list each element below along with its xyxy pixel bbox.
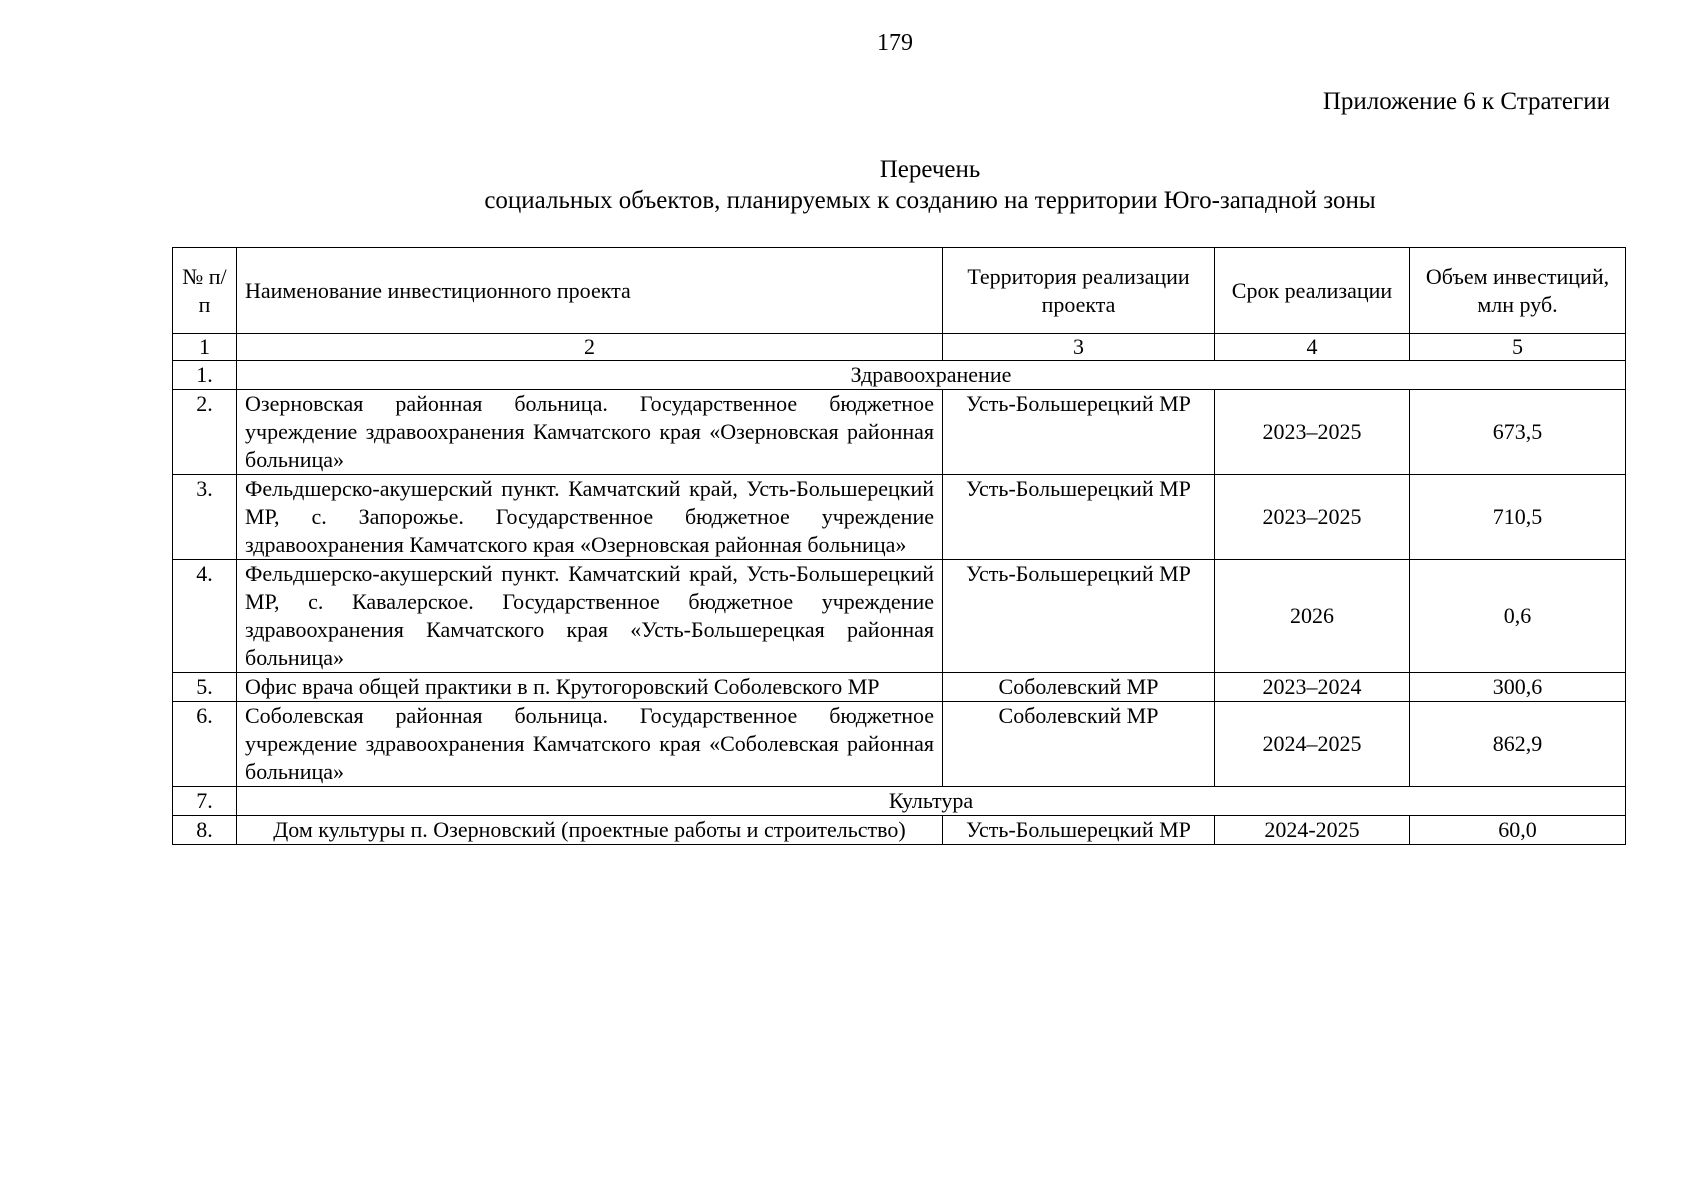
header-territory: Территория реализации проекта bbox=[943, 248, 1215, 334]
table-row bbox=[173, 390, 1626, 475]
header-term: Срок реализации bbox=[1215, 248, 1410, 334]
row-number: 5. bbox=[173, 673, 237, 702]
table-row bbox=[173, 560, 1626, 673]
document-title bbox=[390, 154, 1470, 216]
project-volume: 0,6 bbox=[1410, 560, 1626, 673]
page-number: 179 bbox=[877, 30, 913, 56]
project-term: 2024-2025 bbox=[1215, 816, 1410, 845]
appendix-label: Приложение 6 к Стратегии bbox=[1322, 88, 1610, 115]
project-term: 2023–2025 bbox=[1215, 390, 1410, 475]
project-term: 2023–2024 bbox=[1215, 673, 1410, 702]
row-number: 6. bbox=[173, 702, 237, 787]
project-volume: 60,0 bbox=[1410, 816, 1626, 845]
table-row bbox=[173, 702, 1626, 787]
column-index: 1 bbox=[173, 334, 237, 361]
title-line-2: социальных объектов, планируемых к созданию на территории Юго-западной зоны bbox=[484, 187, 1376, 214]
row-number: 8. bbox=[173, 816, 237, 845]
project-volume: 300,6 bbox=[1410, 673, 1626, 702]
project-territory: Усть-Большерецкий МР bbox=[943, 390, 1215, 475]
column-index: 2 bbox=[237, 334, 943, 361]
project-volume: 710,5 bbox=[1410, 475, 1626, 560]
project-volume: 673,5 bbox=[1410, 390, 1626, 475]
project-name: Фельдшерско-акушерский пункт. Камчатский край, Усть-Большерецкий МР, с. Кавалерское. Государственное бюджетное учреждение здравоохранения Камчатского края «Усть-Большерецкая районная больница» bbox=[237, 560, 943, 673]
row-number: 3. bbox=[173, 475, 237, 560]
column-index-row bbox=[173, 334, 1626, 361]
row-number: 2. bbox=[173, 390, 237, 475]
row-number: 4. bbox=[173, 560, 237, 673]
table-row bbox=[173, 475, 1626, 560]
column-index: 5 bbox=[1410, 334, 1626, 361]
header-project-name: Наименование инвестиционного проекта bbox=[237, 248, 943, 334]
project-term: 2024–2025 bbox=[1215, 702, 1410, 787]
projects-table-wrapper bbox=[172, 247, 1626, 845]
project-name: Фельдшерско-акушерский пункт. Камчатский край, Усть-Большерецкий МР, с. Запорожье. Государственное бюджетное учреждение здравоохранения Камчатского края «Озерновская районная больница» bbox=[237, 475, 943, 560]
project-territory: Соболевский МР bbox=[943, 673, 1215, 702]
section-row bbox=[173, 361, 1626, 390]
project-volume: 862,9 bbox=[1410, 702, 1626, 787]
table-row bbox=[173, 816, 1626, 845]
title-line-1: Перечень bbox=[879, 156, 981, 183]
table-row bbox=[173, 673, 1626, 702]
section-title: Здравоохранение bbox=[237, 361, 1626, 390]
header-volume: Объем инвестиций, млн руб. bbox=[1410, 248, 1626, 334]
column-index: 3 bbox=[943, 334, 1215, 361]
project-term: 2023–2025 bbox=[1215, 475, 1410, 560]
project-name: Озерновская районная больница. Государственное бюджетное учреждение здравоохранения Камчатского края «Озерновская районная больница» bbox=[237, 390, 943, 475]
project-territory: Усть-Большерецкий МР bbox=[943, 816, 1215, 845]
column-index: 4 bbox=[1215, 334, 1410, 361]
project-name: Офис врача общей практики в п. Крутогоровский Соболевского МР bbox=[237, 673, 943, 702]
projects-table bbox=[172, 247, 1626, 845]
project-term: 2026 bbox=[1215, 560, 1410, 673]
project-territory: Соболевский МР bbox=[943, 702, 1215, 787]
project-name: Соболевская районная больница. Государственное бюджетное учреждение здравоохранения Камчатского края «Соболевская районная больница» bbox=[237, 702, 943, 787]
header-number: № п/п bbox=[173, 248, 237, 334]
row-number: 1. bbox=[173, 361, 237, 390]
project-territory: Усть-Большерецкий МР bbox=[943, 475, 1215, 560]
project-territory: Усть-Большерецкий МР bbox=[943, 560, 1215, 673]
section-row bbox=[173, 787, 1626, 816]
section-title: Культура bbox=[237, 787, 1626, 816]
table-header-row bbox=[173, 248, 1626, 334]
project-name: Дом культуры п. Озерновский (проектные работы и строительство) bbox=[237, 816, 943, 845]
row-number: 7. bbox=[173, 787, 237, 816]
